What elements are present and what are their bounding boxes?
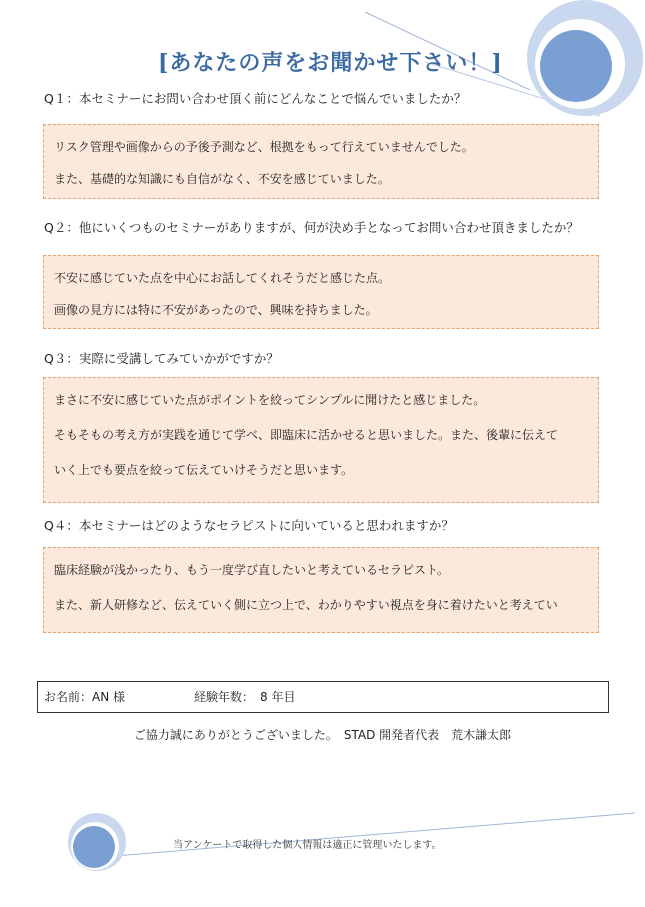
page-title: [あなたの声をお聞かせ下さい！]	[158, 50, 503, 76]
answer-4-line-1: 臨床経験が浅かったり、もう一度学び直したいと考えているセラピスト。	[54, 563, 449, 577]
answer-3-line-3: いく上でも要点を絞って伝えていけそうだと思います。	[54, 463, 354, 477]
privacy-notice: 当アンケートで取得した個人情報は適正に管理いたします。	[173, 840, 442, 851]
answer-box-3	[43, 377, 599, 503]
answer-1-line-1: リスク管理や画像からの予後予測など、根拠をもって行えていませんでした。	[54, 140, 474, 154]
answer-2-line-1: 不安に感じていた点を中心にお話してくれそうだと感じた点。	[54, 271, 391, 285]
respondent-name: お名前：AN 様	[44, 690, 126, 704]
answer-box-4	[43, 547, 599, 633]
answer-2-line-2: 画像の見方には特に不安があったので、興味を持ちました。	[54, 303, 378, 317]
bottom-left-inner-circle	[73, 826, 115, 868]
answer-3-line-1: まさに不安に感じていた点がポイントを絞ってシンプルに聞けたと感じました。	[54, 393, 486, 407]
thanks-message: ご協力誠にありがとうございました。 STAD 開発者代表 荒木謙太郎	[133, 728, 512, 742]
answer-4-line-2: また、新人研修など、伝えていく側に立つ上で、わかりやすい視点を身に着けたいと考えてい	[54, 598, 558, 612]
top-right-inner-circle	[540, 30, 612, 102]
answer-box-2	[43, 255, 599, 329]
respondent-experience: 経験年数： 8 年目	[194, 690, 296, 704]
answer-3-line-2: そもそもの考え方が実践を通じて学べ、即臨床に活かせると思いました。また、後輩に伝えて	[54, 428, 559, 442]
question-4: Q４：本セミナーはどのようなセラピストに向いていると思われますか？	[44, 518, 454, 533]
answer-1-line-2: また、基礎的な知識にも自信がなく、不安を感じていました。	[54, 172, 390, 186]
question-3: Q３：実際に受講してみていかがですか？	[44, 351, 279, 366]
question-1: Q１：本セミナーにお問い合わせ頂く前にどんなことで悩んでいましたか？	[44, 91, 467, 106]
question-2: Q２：他にいくつものセミナーがありますが、何が決め手となってお問い合わせ頂きましたか？	[44, 220, 579, 235]
answer-box-1	[43, 124, 599, 199]
respondent-info-box	[37, 681, 609, 713]
